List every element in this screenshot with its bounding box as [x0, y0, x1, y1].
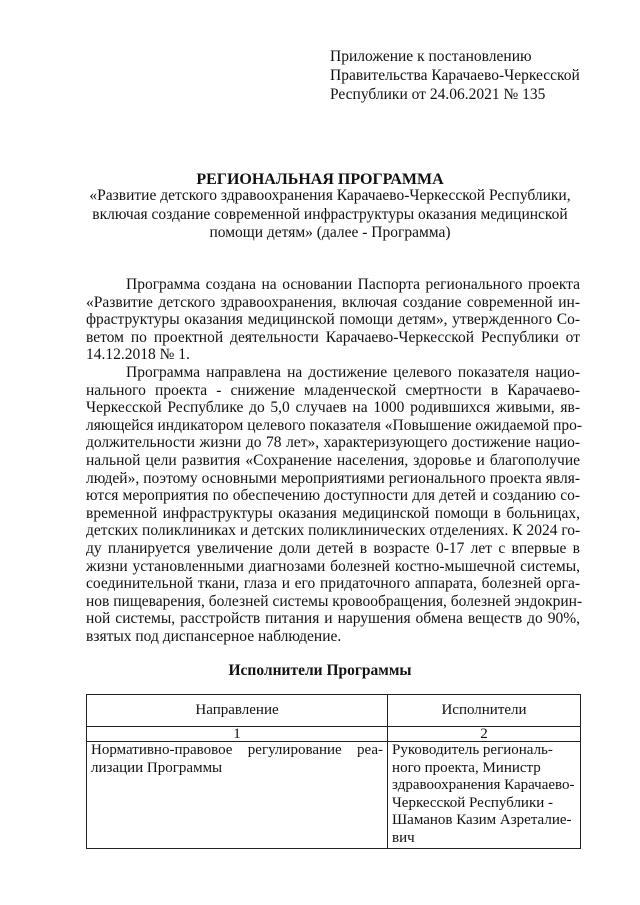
- appendix-line: Правительства Карачаево-Черкесской: [330, 67, 580, 84]
- table-row: [87, 742, 581, 849]
- paragraph-line: детских поликлиниках и детских поликлинических отделениях. К 2024 го-: [86, 522, 581, 540]
- document-subtitle: [80, 187, 580, 243]
- paragraph-line: нального проекта - снижение младенческой смертности в Карачаево-: [86, 381, 580, 399]
- column-number: 1: [87, 727, 388, 742]
- appendix-line: Республики от 24.06.2021 № 135: [330, 86, 546, 103]
- cell-line: ного проекта, Министр: [392, 759, 541, 776]
- executors-table: [86, 694, 581, 849]
- paragraph-basis: [86, 276, 580, 364]
- paragraph-line: нальной цели развития «Сохранение населения, здоровье и благополучие: [86, 451, 580, 469]
- cell-line: Руководитель региональ-: [392, 742, 553, 758]
- paragraph-line: ляющейся индикатором целевого показателя «Повышение ожидаемой про-: [86, 416, 583, 434]
- paragraph-line: соединительной ткани, глаза и его придаточного аппарата, болезней орга-: [86, 575, 580, 593]
- executor-cell: [388, 742, 581, 849]
- cell-line: здравоохранения Карачаево-: [392, 777, 575, 794]
- paragraph-line: должительности жизни до 78 лет», характеризующего достижение нацио-: [86, 434, 580, 452]
- appendix-line: Приложение к постановлению: [330, 48, 532, 65]
- paragraph-line: нов пищеварения, болезней системы кровообращения, болезней эндокрин-: [86, 592, 583, 610]
- subtitle-line: «Развитие детского здравоохранения Карачаево-Черкесской Республики,: [89, 187, 571, 204]
- executors-section-title: Исполнители Программы: [228, 662, 412, 679]
- paragraph-line: ветом по проектной деятельности Карачаево-Черкесской Республики от: [86, 328, 580, 346]
- column-number: 2: [388, 727, 581, 742]
- paragraph-line: жизни установленными диагнозами болезней костно-мышечной системы,: [86, 557, 580, 575]
- cell-line: Нормативно-правовое регулирование реа-: [91, 742, 384, 758]
- column-header-executors: Исполнители: [388, 695, 581, 727]
- paragraph-line: «Развитие детского здравоохранения, включая создание современной ин-: [86, 293, 580, 311]
- paragraph-goals: [86, 363, 583, 646]
- cell-line: Черкесской Республики -: [392, 794, 554, 811]
- cell-line: вич: [392, 829, 415, 846]
- direction-cell: [87, 742, 388, 849]
- column-header-direction: Направление: [87, 695, 388, 727]
- paragraph-line: взятых под диспансерное наблюдение.: [86, 627, 342, 645]
- subtitle-line: помощи детям» (далее - Программа): [209, 224, 451, 241]
- paragraph-line: людей», поэтому основными мероприятиями регионального проекта явля-: [86, 469, 580, 487]
- paragraph-line: ются мероприятия по обеспечению доступности для детей и созданию со-: [86, 487, 580, 505]
- cell-line: лизации Программы: [91, 759, 223, 776]
- appendix-note: [330, 47, 580, 104]
- cell-line: Шаманов Казим Азреталие-: [392, 812, 572, 829]
- paragraph-line: ной системы, расстройств питания и нарушения обмена веществ до 90%,: [86, 610, 580, 628]
- document-title: РЕГИОНАЛЬНАЯ ПРОГРАММА: [196, 171, 444, 188]
- table-number-row: [87, 727, 581, 742]
- paragraph-line: временной инфраструктуры оказания медицинской помощи в больницах,: [86, 504, 580, 522]
- paragraph-line: ду планируется увеличение доли детей в возрасте 0-17 лет с впервые в: [86, 539, 580, 557]
- paragraph-line: фраструктуры оказания медицинской помощи детям», утвержденного Со-: [86, 311, 580, 329]
- paragraph-line: Программа создана на основании Паспорта регионального проекта: [126, 276, 580, 293]
- paragraph-line: Черкесской Республике до 5,0 случаев на 1000 родившихся живыми, яв-: [86, 399, 580, 417]
- table-header-row: [87, 695, 581, 727]
- subtitle-line: включая создание современной инфраструктуры оказания медицинской: [92, 205, 568, 223]
- paragraph-line: Программа направлена на достижение целевого показателя нацио-: [126, 363, 580, 381]
- paragraph-line: 14.12.2018 № 1.: [86, 346, 190, 364]
- document-body: [86, 276, 583, 645]
